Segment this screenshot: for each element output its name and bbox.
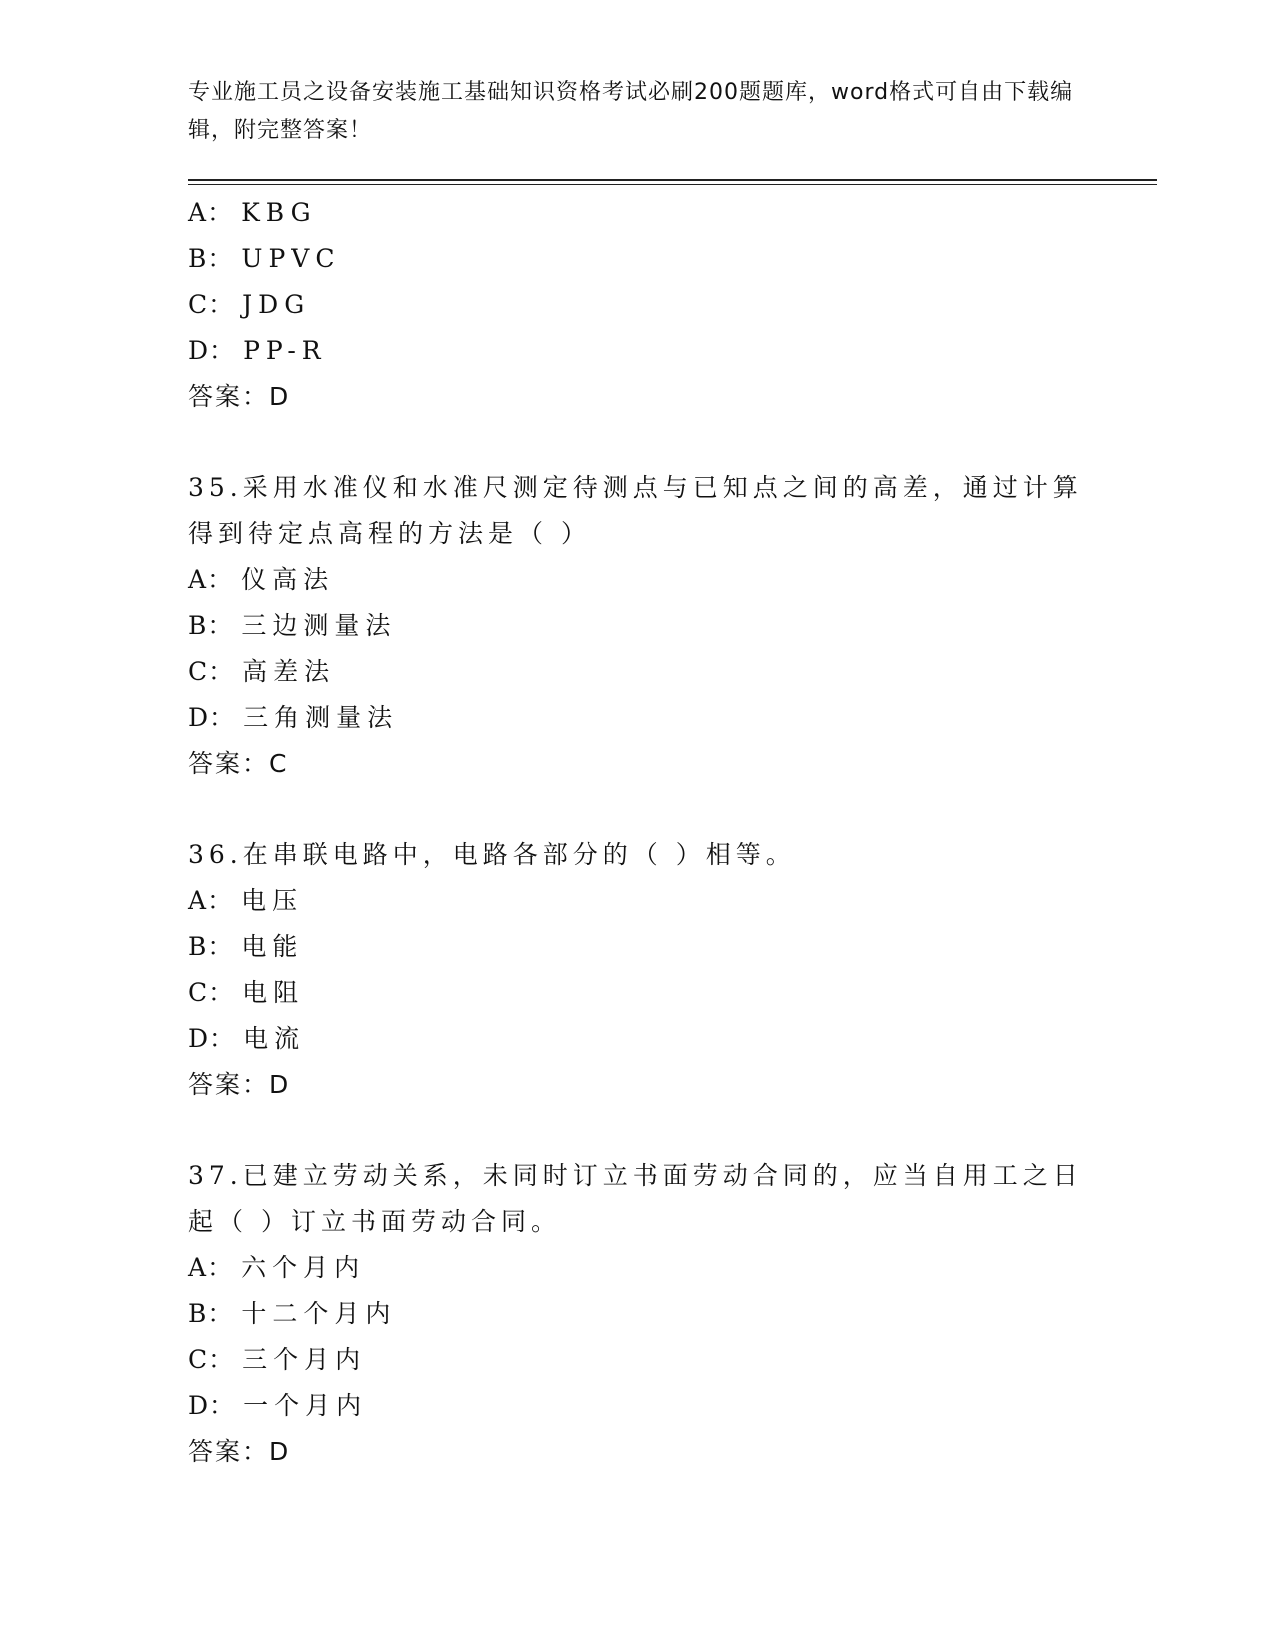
option-letter: D (188, 703, 210, 732)
option-separator: ： (209, 1024, 238, 1053)
answer-line: 答案：D (188, 1070, 291, 1099)
option-letter: A (188, 1253, 208, 1282)
question-block-35 (188, 465, 1088, 787)
option-letter: C (188, 1345, 209, 1374)
option-separator: ： (207, 611, 236, 640)
option-separator: ： (209, 703, 238, 732)
question-text (188, 1153, 1088, 1245)
option-text: 电流 (243, 1024, 306, 1053)
option-separator: ： (208, 978, 237, 1007)
option-separator: ： (209, 1391, 238, 1420)
question-block-continued (188, 190, 1088, 420)
option-separator: ： (209, 336, 238, 365)
option-b (188, 236, 1088, 282)
option-d (188, 695, 1088, 741)
header-divider-thin (188, 184, 1157, 185)
option-separator: ： (207, 1299, 236, 1328)
option-c (188, 970, 1088, 1016)
option-text: 十二个月内 (241, 1299, 397, 1328)
option-a (188, 557, 1088, 603)
option-b (188, 1291, 1088, 1337)
option-a (188, 190, 1088, 236)
option-c (188, 649, 1088, 695)
header-divider-thick (188, 179, 1157, 181)
option-text: 六个月内 (241, 1253, 366, 1282)
option-a (188, 878, 1088, 924)
question-text (188, 465, 1088, 557)
option-letter: C (188, 290, 209, 319)
option-d (188, 1016, 1088, 1062)
question-block-36 (188, 832, 1088, 1108)
option-b (188, 924, 1088, 970)
option-separator: ： (207, 565, 236, 594)
option-text: 高差法 (242, 657, 336, 686)
option-text: KBG (241, 198, 317, 227)
option-separator: ： (208, 657, 237, 686)
option-separator: ： (207, 244, 236, 273)
option-a (188, 1245, 1088, 1291)
option-text: 三个月内 (242, 1345, 367, 1374)
option-letter: B (188, 244, 208, 273)
question-stem: 37.已建立劳动关系，未同时订立书面劳动合同的，应当自用工之日起（ ）订立书面劳动合同。 (188, 1161, 1083, 1236)
option-letter: B (188, 932, 208, 961)
question-text (188, 832, 1088, 878)
question-block-37 (188, 1153, 1088, 1475)
option-letter: C (188, 978, 209, 1007)
option-d (188, 328, 1088, 374)
option-text: 一个月内 (243, 1391, 368, 1420)
option-text: 电能 (241, 932, 304, 961)
option-separator: ： (207, 198, 236, 227)
option-separator: ： (207, 1253, 236, 1282)
option-separator: ： (208, 290, 237, 319)
option-letter: A (188, 198, 208, 227)
question-stem: 36.在串联电路中，电路各部分的（ ）相等。 (188, 840, 796, 869)
option-text: 电压 (241, 886, 304, 915)
option-text: UPVC (241, 244, 341, 273)
option-letter: D (188, 336, 210, 365)
option-letter: A (188, 565, 208, 594)
option-separator: ： (207, 886, 236, 915)
option-text: 三边测量法 (241, 611, 397, 640)
question-stem: 35.采用水准仪和水准尺测定待测点与已知点之间的高差，通过计算得到待定点高程的方法是（ ） (188, 473, 1083, 548)
option-b (188, 603, 1088, 649)
option-separator: ： (207, 932, 236, 961)
header-title: 专业施工员之设备安装施工基础知识资格考试必刷200题题库，word格式可自由下载编辑，附完整答案！ (188, 80, 1074, 143)
question-list (188, 190, 1088, 1475)
option-letter: D (188, 1024, 210, 1053)
document-header (188, 74, 1088, 150)
answer-line: 答案：C (188, 749, 289, 778)
option-text: PP-R (243, 336, 327, 365)
answer-line: 答案：D (188, 382, 291, 411)
option-letter: B (188, 611, 208, 640)
option-letter: A (188, 886, 208, 915)
option-separator: ： (208, 1345, 237, 1374)
option-c (188, 282, 1088, 328)
option-letter: B (188, 1299, 208, 1328)
option-text: 三角测量法 (243, 703, 399, 732)
option-letter: D (188, 1391, 210, 1420)
option-text: 电阻 (242, 978, 305, 1007)
option-d (188, 1383, 1088, 1429)
option-c (188, 1337, 1088, 1383)
answer-line: 答案：D (188, 1437, 291, 1466)
option-text: JDG (242, 290, 311, 319)
option-letter: C (188, 657, 209, 686)
option-text: 仪高法 (241, 565, 335, 594)
